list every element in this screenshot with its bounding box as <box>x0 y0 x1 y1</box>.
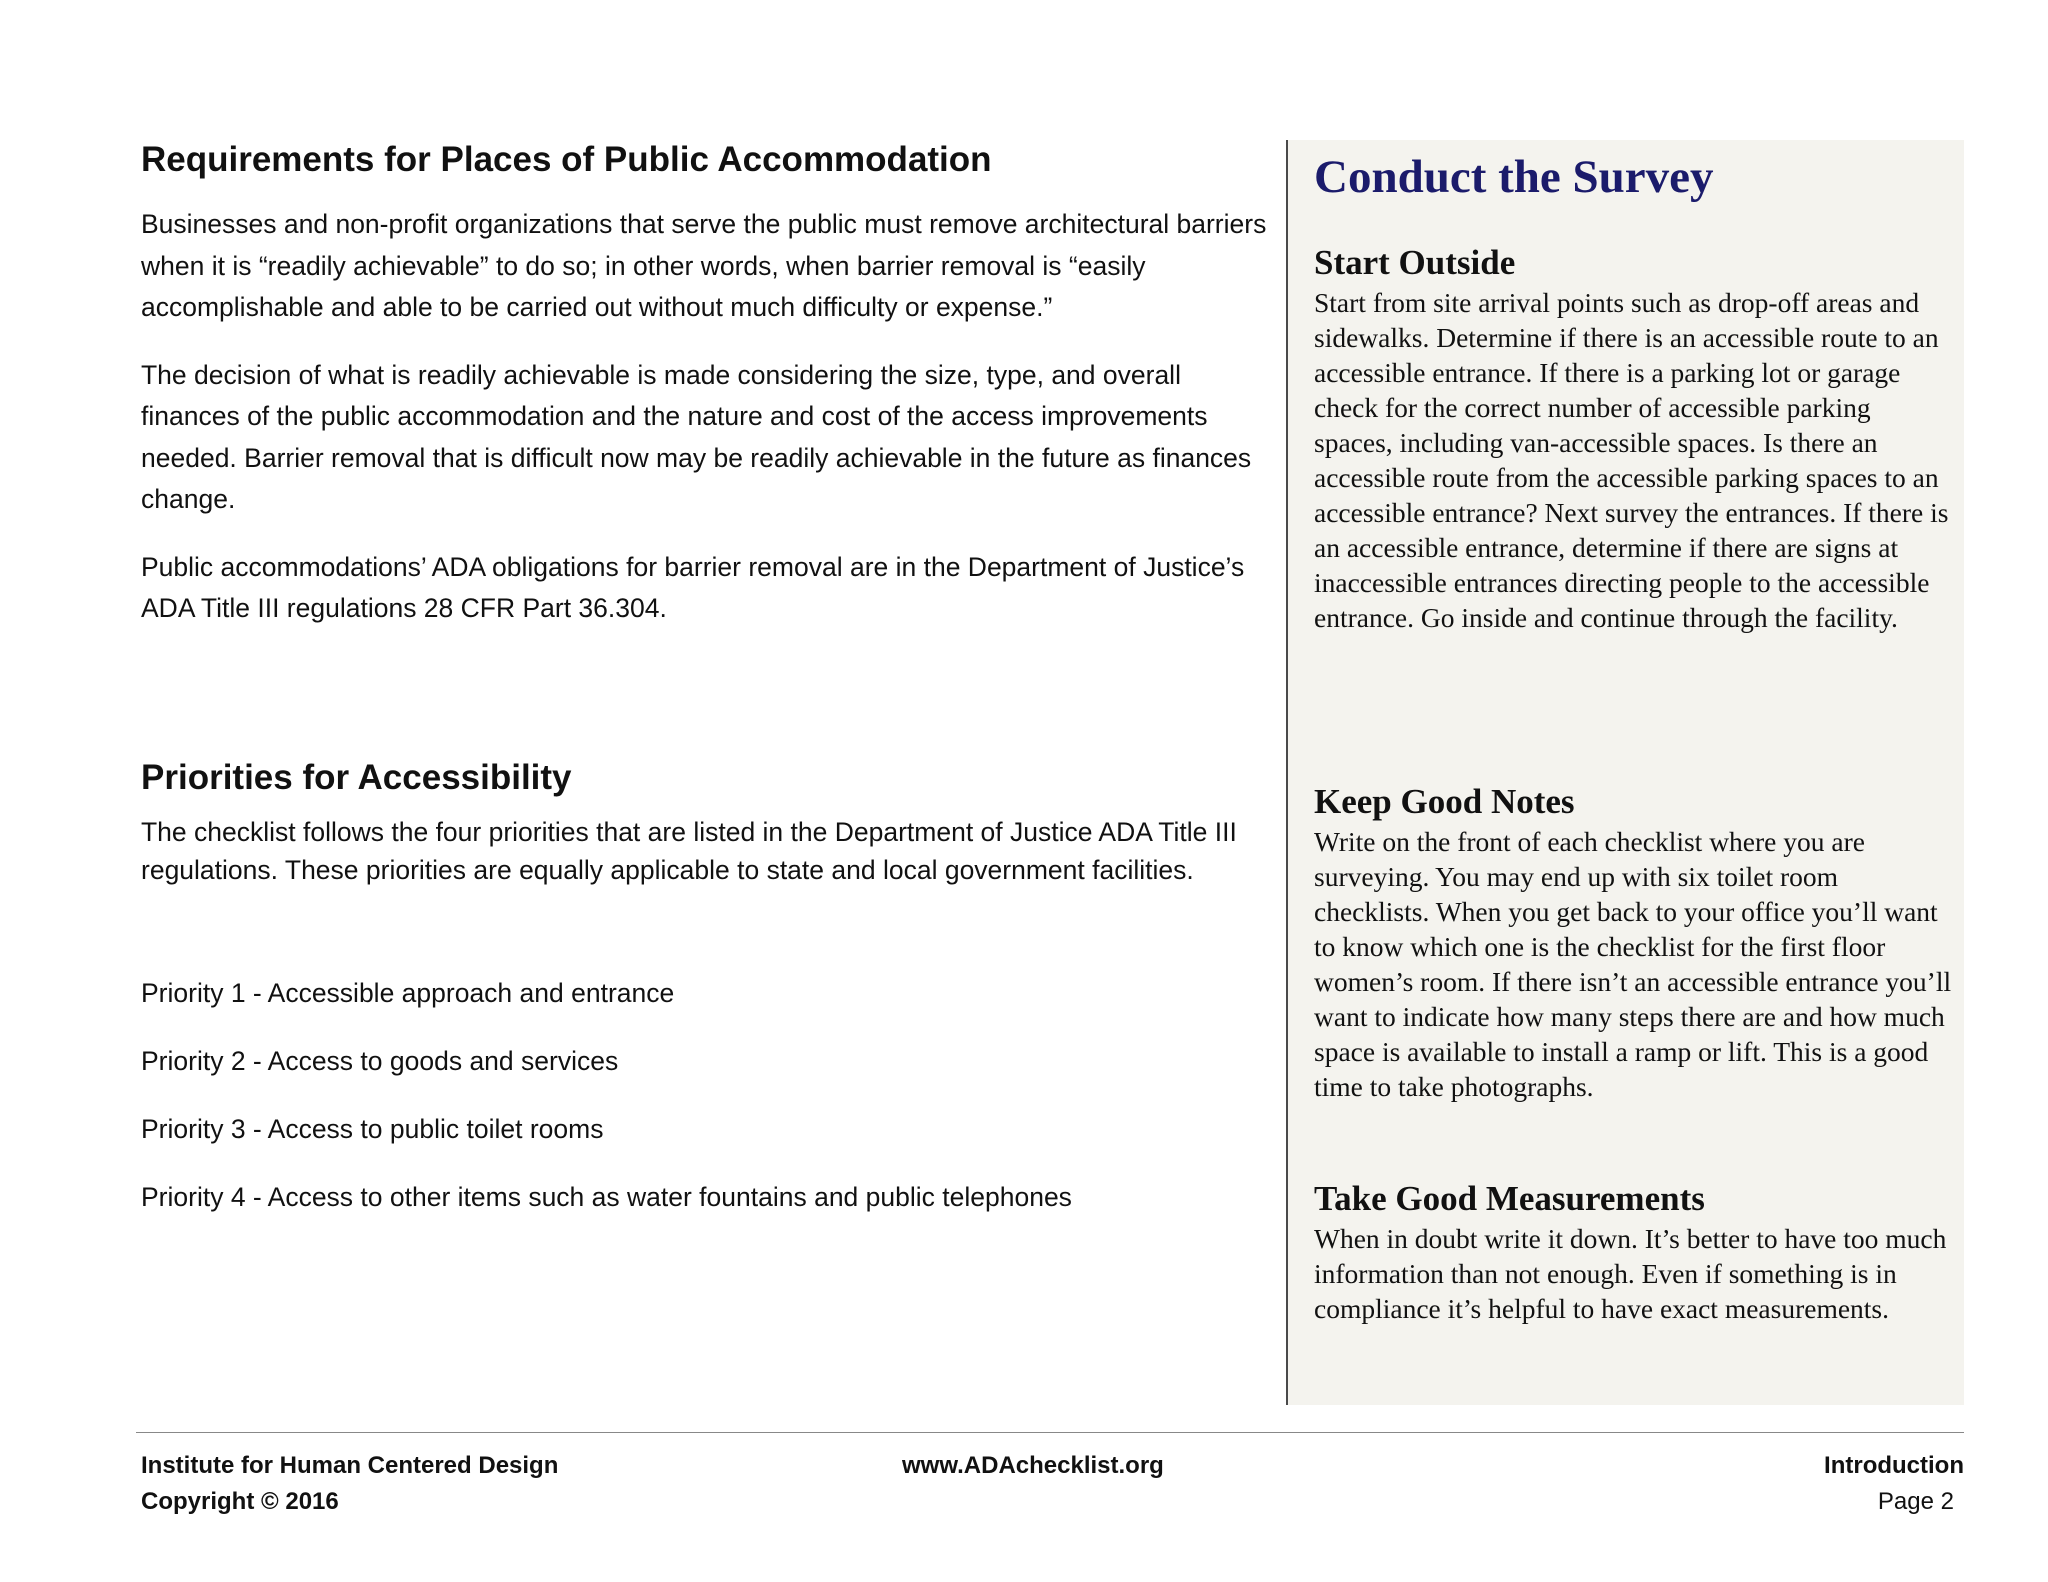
priority-3: Priority 3 - Access to public toilet rooms <box>141 1114 604 1144</box>
requirements-heading: Requirements for Places of Public Accommodation <box>141 140 992 179</box>
start-outside-heading: Start Outside <box>1314 243 1516 282</box>
footer-section: Introduction <box>1824 1452 1964 1479</box>
take-good-measurements-text: When in doubt write it down. It’s better to have too much information than not enough. Even if something is in compliance it’s helpful to have exact measurements. <box>1314 1223 1947 1324</box>
keep-good-notes-heading: Keep Good Notes <box>1314 782 1575 821</box>
requirements-paragraph-2: The decision of what is readily achievable is made considering the size, type, and overall finances of the public accommodation and the nature and cost of the access improvements needed. Barrier removal that is difficult now may be readily achievable in the future as finances change. <box>141 359 1252 514</box>
footer-page-number: Page 2 <box>1877 1488 1954 1515</box>
survey-sidebar <box>1286 140 1964 1405</box>
take-good-measurements-heading: Take Good Measurements <box>1314 1179 1705 1218</box>
requirements-paragraph-1: Businesses and non-profit organizations that serve the public must remove architectural barriers when it is “readily achievable” to do so; in other words, when barrier removal is “easily accomplishable and able to be carried out without much difficulty or expense.” <box>141 209 1267 322</box>
keep-good-notes-text: Write on the front of each checklist where you are surveying. You may end up with six toilet room checklists. When you get back to your office you’ll want to know which one is the checklist for the first floor women’s room. If there isn’t an accessible entrance you’ll want to indicate how many steps there are and how much space is available to install a ramp or lift. This is a good time to take photographs. <box>1314 826 1952 1102</box>
footer-organization: Institute for Human Centered Design <box>141 1452 559 1479</box>
main-content <box>141 140 1271 630</box>
priorities-paragraph: The checklist follows the four priorities that are listed in the Department of Justice ADA Title III regulations. These priorities are equally applicable to state and local government facilities. <box>141 817 1237 885</box>
footer-website[interactable]: www.ADAchecklist.org <box>902 1452 1164 1479</box>
priorities-heading: Priorities for Accessibility <box>141 758 572 797</box>
start-outside-text: Start from site arrival points such as drop-off areas and sidewalks. Determine if there is an accessible route to an accessible entrance. If there is a parking lot or garage check for the correct number of accessible parking spaces, including van-accessible spaces. Is there an accessible route from the accessible parking spaces to an accessible entrance? Next survey the entrances. If there is an accessible entrance, determine if there are signs at inaccessible entrances directing people to the accessible entrance. Go inside and continue through the facility. <box>1314 287 1949 633</box>
footer-copyright: Copyright © 2016 <box>141 1488 339 1515</box>
requirements-paragraph-3: Public accommodations’ ADA obligations for barrier removal are in the Department of Justice’s ADA Title III regulations 28 CFR Part 36.304. <box>141 551 1245 623</box>
priority-2: Priority 2 - Access to goods and services <box>141 1046 619 1076</box>
footer-divider <box>136 1432 1964 1433</box>
priority-1: Priority 1 - Accessible approach and entrance <box>141 978 675 1008</box>
sidebar-title: Conduct the Survey <box>1314 151 1714 203</box>
priority-4: Priority 4 - Access to other items such as water fountains and public telephones <box>141 1182 1072 1212</box>
